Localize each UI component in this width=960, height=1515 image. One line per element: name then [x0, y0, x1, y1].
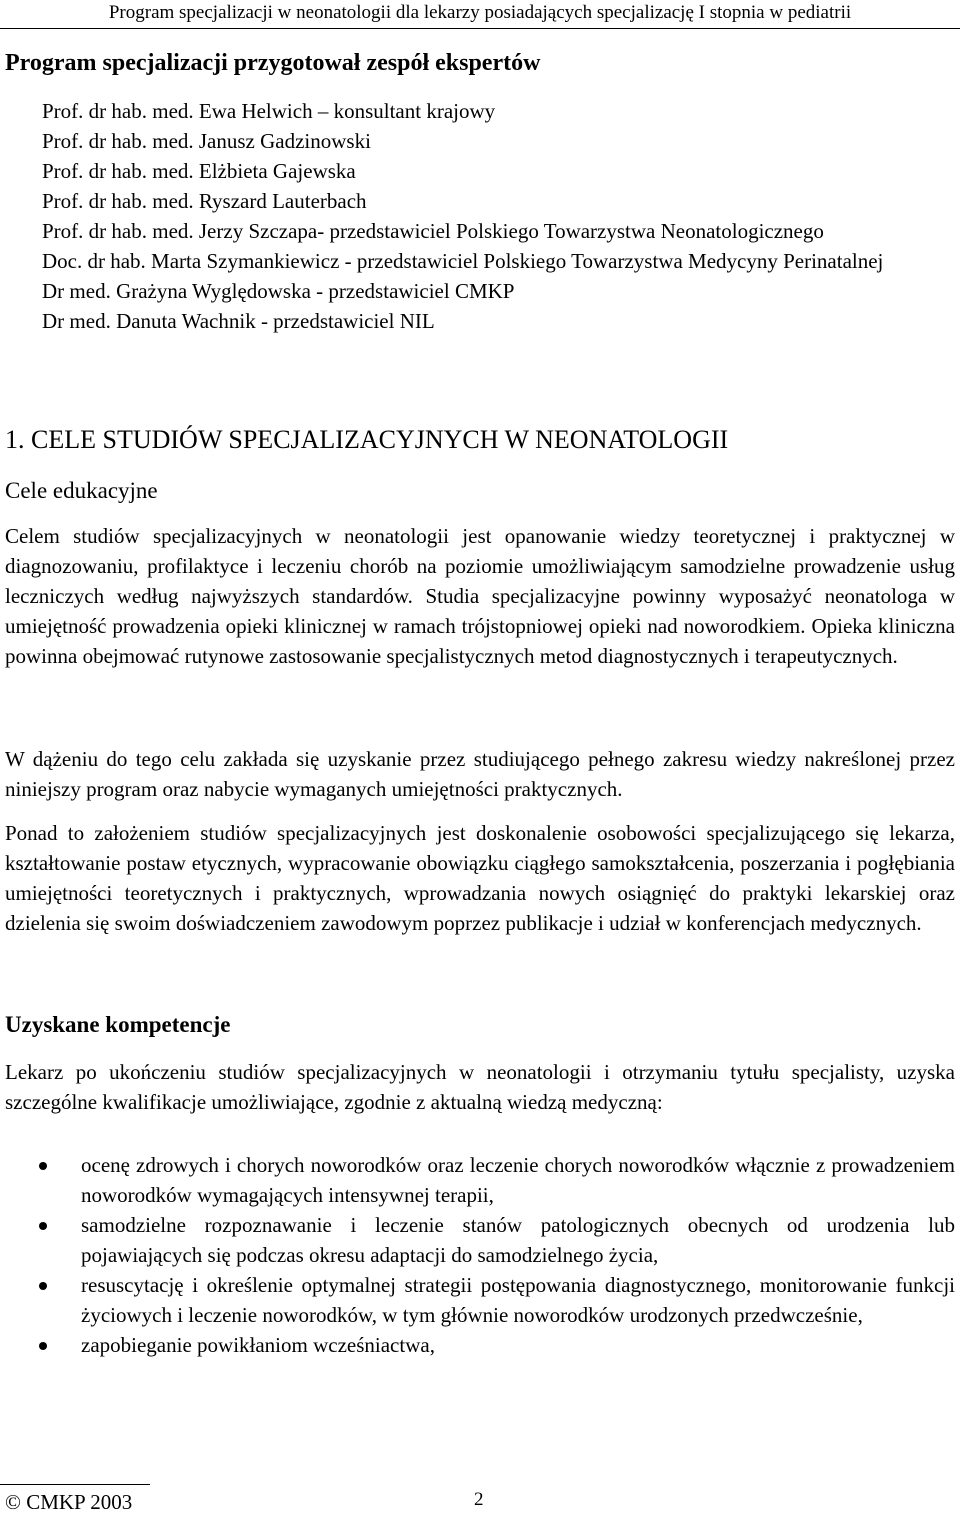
expert-line: Dr med. Grażyna Wyględowska - przedstawiciel CMKP	[42, 279, 515, 303]
running-header: Program specjalizacji w neonatologii dla lekarzy posiadających specjalizację I stopnia w pediatrii	[108, 2, 852, 23]
goals-paragraph-3: Ponad to założeniem studiów specjalizacyjnych jest doskonalenie osobowości specjalizującego się lekarza, kształtowanie postaw etycznych, wypracowanie obowiązku ciągłego samokształcenia, poszerzania i pogłębiania umiejętności teoretycznych i praktycznych, wprowadzania nowych osiągnięć do praktyki lekarskiej oraz dzielenia się swoim doświadczeniem zawodowym poprzez publikacje i udział w konferencjach medycznych.	[5, 821, 955, 935]
goals-subheading: Cele edukacyjne	[5, 478, 158, 503]
bullet-icon	[39, 1162, 47, 1170]
page-number: 2	[474, 1489, 484, 1510]
competences-subheading: Uzyskane kompetencje	[5, 1012, 231, 1037]
expert-line: Prof. dr hab. med. Ryszard Lauterbach	[42, 189, 367, 213]
list-item-text: zapobieganie powikłaniom wcześniactwa,	[81, 1333, 435, 1357]
list-item	[5, 1270, 955, 1330]
section-heading: 1. CELE STUDIÓW SPECJALIZACYJNYCH W NEONATOLOGII	[5, 425, 729, 454]
list-item	[5, 1150, 955, 1210]
competences-intro: Lekarz po ukończeniu studiów specjalizacyjnych w neonatologii i otrzymaniu tytułu specjalisty, uzyska szczególne kwalifikacje umożliwiające, zgodnie z aktualną wiedzą medyczną:	[5, 1060, 955, 1114]
experts-list	[42, 96, 957, 336]
expert-line: Prof. dr hab. med. Elżbieta Gajewska	[42, 159, 356, 183]
list-item	[5, 1330, 955, 1360]
goals-paragraph-2: W dążeniu do tego celu zakłada się uzyskanie przez studiującego pełnego zakresu wiedzy nakreślonej przez niniejszy program oraz nabycie wymaganych umiejętności praktycznych.	[5, 747, 955, 801]
expert-line: Prof. dr hab. med. Janusz Gadzinowski	[42, 129, 371, 153]
list-item-text: resuscytację i określenie optymalnej strategii postępowania diagnostycznego, monitorowanie funkcji życiowych i leczenie noworodków, w tym głównie noworodków urodzonych przedwcześnie,	[81, 1273, 955, 1327]
expert-line: Dr med. Danuta Wachnik - przedstawiciel NIL	[42, 309, 435, 333]
list-item-text: ocenę zdrowych i chorych noworodków oraz leczenie chorych noworodków włącznie z prowadzeniem noworodków wymagających intensywnej terapii,	[81, 1153, 955, 1207]
competences-list	[5, 1150, 955, 1360]
bullet-icon	[39, 1282, 47, 1290]
expert-line: Prof. dr hab. med. Jerzy Szczapa- przedstawiciel Polskiego Towarzystwa Neonatologicznego	[42, 219, 824, 243]
list-item-text: samodzielne rozpoznawanie i leczenie stanów patologicznych obecnych od urodzenia lub pojawiających się podczas okresu adaptacji do samodzielnego życia,	[81, 1213, 955, 1267]
header-rule	[0, 28, 960, 29]
expert-line: Doc. dr hab. Marta Szymankiewicz - przedstawiciel Polskiego Towarzystwa Medycyny Perinatalnej	[42, 249, 884, 273]
goals-paragraph-1: Celem studiów specjalizacyjnych w neonatologii jest opanowanie wiedzy teoretycznej i praktycznej w diagnozowaniu, profilaktyce i leczeniu chorób na poziomie umożliwiającym samodzielne prowadzenie usług leczniczych według najwyższych standardów. Studia specjalizacyjne powinny wyposażyć neonatologa w umiejętność prowadzenia opieki klinicznej w ramach trójstopniowej opieki nad noworodkiem. Opieka kliniczna powinna obejmować rutynowe zastosowanie specjalistycznych metod diagnostycznych i terapeutycznych.	[5, 524, 955, 668]
bullet-icon	[39, 1342, 47, 1350]
bullet-icon	[39, 1222, 47, 1230]
footer-rule	[0, 1484, 150, 1485]
expert-line: Prof. dr hab. med. Ewa Helwich – konsultant krajowy	[42, 99, 496, 123]
footer-copyright: © CMKP 2003	[5, 1490, 133, 1514]
list-item	[5, 1210, 955, 1270]
experts-heading: Program specjalizacji przygotował zespół ekspertów	[5, 50, 541, 76]
